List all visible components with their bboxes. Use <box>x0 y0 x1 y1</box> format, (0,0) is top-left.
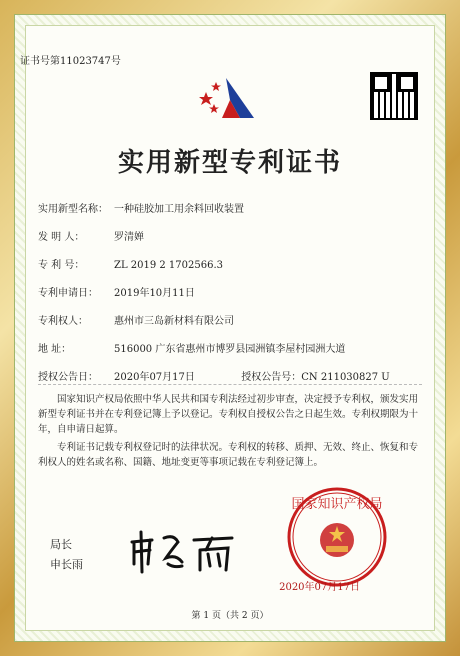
director-name: 申长雨 <box>50 558 83 571</box>
field-value: 516000 广东省惠州市博罗县园洲镇李屋村园洲大道 <box>114 344 346 355</box>
legal-status-paragraph: 专利证书记载专利权登记时的法律状况。专利权的转移、质押、无效、终止、恢复和专利权人的姓名或名称、国籍、地址变更等事项记载在专利登记簿上。 <box>38 442 419 468</box>
field-value: 2019年10月11日 <box>114 288 195 299</box>
field-label: 实用新型名称： <box>38 204 108 215</box>
field-label: 授权公告日： <box>38 372 98 383</box>
field-label: 发 明 人： <box>38 232 85 243</box>
official-seal-icon <box>286 486 388 588</box>
field-label: 专 利 号： <box>38 260 85 271</box>
handwritten-signature-icon <box>124 528 244 578</box>
field-label: 授权公告号： <box>241 372 302 383</box>
svg-text:国家知识产权局: 国家知识产权局 <box>291 497 383 512</box>
field-value: ZL 2019 2 1702566.3 <box>114 260 224 271</box>
director-title: 局长 <box>50 538 72 551</box>
field-value: 罗清婵 <box>114 232 144 243</box>
grant-publication-number: CN 211030827 U <box>301 372 390 383</box>
qr-code-icon <box>370 72 418 120</box>
certificate-number: 证书号第11023747号 <box>20 56 121 67</box>
field-utility-model-name <box>38 200 244 215</box>
seal-date: 2020年07月17日 <box>279 582 360 593</box>
certificate-title: 实用新型专利证书 <box>117 148 342 178</box>
field-address <box>38 340 345 355</box>
grant-date: 2020年07月17日 <box>114 372 195 383</box>
divider <box>38 384 422 385</box>
cnipa-logo-icon <box>196 72 264 122</box>
field-application-date <box>38 284 195 299</box>
grant-paragraph: 国家知识产权局依照中华人民共和国专利法经过初步审查，决定授予专利权，颁发实用新型专利证书并在专利登记簿上予以登记。专利权自授权公告之日起生效。专利权期限为十年，自申请日起算。 <box>38 394 419 435</box>
field-label: 专利申请日： <box>38 288 98 299</box>
page-number: 第 1 页（共 2 页） <box>191 611 269 621</box>
field-inventor <box>38 228 144 243</box>
field-value: 惠州市三岛新材料有限公司 <box>114 316 234 327</box>
field-label: 地 址： <box>38 344 72 355</box>
field-patentee <box>38 312 234 327</box>
field-label: 专利权人： <box>38 316 88 327</box>
field-patent-number <box>38 256 223 271</box>
field-value: 一种硅胶加工用余料回收装置 <box>114 204 244 215</box>
field-grant <box>38 368 390 383</box>
